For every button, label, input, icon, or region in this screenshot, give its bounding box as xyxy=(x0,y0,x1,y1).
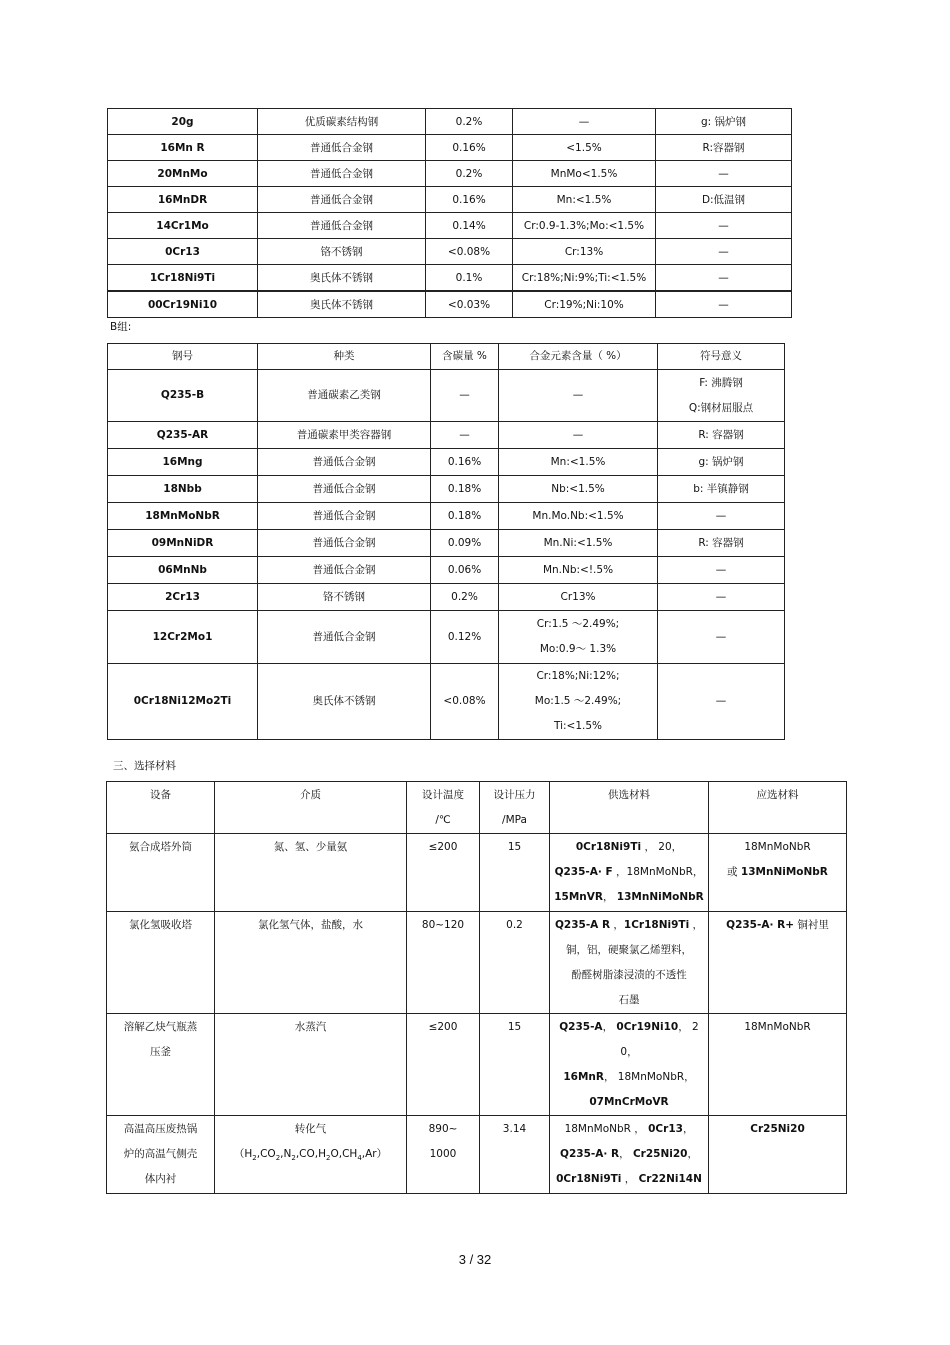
col-header: 合金元素含量（ %） xyxy=(499,344,658,370)
medium-cell: 氮、氢、少量氨 xyxy=(215,834,407,912)
medium-cell xyxy=(215,1116,407,1194)
candidate-materials-cell xyxy=(550,1014,709,1116)
table-cell: F: 沸腾钢 Q:钢材屈服点 xyxy=(658,370,785,422)
col-header: 种类 xyxy=(258,344,431,370)
equipment-cell: 溶解乙炔气瓶蒸 压釜 xyxy=(107,1014,215,1116)
table-cell: MnMo<1.5% xyxy=(513,161,656,187)
selected-material-cell xyxy=(709,834,847,912)
table-cell: — xyxy=(431,370,499,422)
steel-grade-cell: 0Cr13 xyxy=(108,239,258,265)
table-cell: Cr:1.5 ～2.49%; Mo:0.9～ 1.3% xyxy=(499,611,658,664)
table-cell: 普通碳素甲类容器钢 xyxy=(258,422,431,449)
text-run: Q235-A· R+ xyxy=(726,919,794,931)
candidate-line xyxy=(553,913,705,938)
formula-part: 2 xyxy=(326,1154,331,1163)
temperature-cell: 80~120 xyxy=(407,912,480,1014)
selected-material-cell xyxy=(709,1014,847,1116)
text-run: ，18MnMoNbR， xyxy=(612,866,704,878)
col-header: 含碳量 % xyxy=(431,344,499,370)
table-cell: 普通低合金钢 xyxy=(258,135,426,161)
table-cell: 奥氏体不锈钢 xyxy=(258,291,426,318)
medium-cell: 水蒸汽 xyxy=(215,1014,407,1116)
formula-part: O,CH xyxy=(330,1148,358,1160)
table-cell: — xyxy=(513,109,656,135)
steel-grade-cell: 0Cr18Ni12Mo2Ti xyxy=(108,664,258,740)
table-cell: 0.16% xyxy=(426,187,513,213)
table-row xyxy=(108,584,785,611)
text-run: ， xyxy=(602,891,617,903)
equipment-cell: 氨合成塔外筒 xyxy=(107,834,215,912)
formula-part: ,CO,H xyxy=(295,1148,326,1160)
text-run: 0Cr18Ni9Ti xyxy=(575,841,642,853)
table-cell: Mn.Nb:<!.5% xyxy=(499,557,658,584)
table-cell: 0.1% xyxy=(426,265,513,292)
candidate-line xyxy=(553,1117,705,1142)
candidate-materials-cell xyxy=(550,1116,709,1194)
formula-part: 2 xyxy=(252,1154,257,1163)
table-cell: 普通低合金钢 xyxy=(258,557,431,584)
text-run: 或 xyxy=(727,866,741,878)
table-cell: Mn.Ni:<1.5% xyxy=(499,530,658,557)
text-run: ， xyxy=(687,1148,698,1160)
text-run: 15MnVR xyxy=(554,891,603,903)
table-row xyxy=(108,449,785,476)
steel-grade-cell: 18Nbb xyxy=(108,476,258,503)
table-cell: 0.09% xyxy=(431,530,499,557)
formula-part: 4 xyxy=(357,1154,362,1163)
steel-grade-cell: 14Cr1Mo xyxy=(108,213,258,239)
table-cell: — xyxy=(431,422,499,449)
col-header: 符号意义 xyxy=(658,344,785,370)
table-header-row xyxy=(108,344,785,370)
table-cell: 奥氏体不锈钢 xyxy=(258,265,426,292)
table-cell: 普通低合金钢 xyxy=(258,187,426,213)
equipment-cell: 高温高压废热锅 炉的高温气侧壳 体内衬 xyxy=(107,1116,215,1194)
table-cell: Nb:<1.5% xyxy=(499,476,658,503)
text-run: Q235-A· F xyxy=(554,866,613,878)
text-run: Q235-A xyxy=(559,1021,603,1033)
text-run: 13MnNiMoNbR xyxy=(740,866,828,878)
text-run: 18MnMoNbR ， xyxy=(564,1123,649,1135)
selected-line: 18MnMoNbR xyxy=(744,1021,811,1033)
steel-grade-cell: 16Mng xyxy=(108,449,258,476)
table-cell: 普通碳素乙类钢 xyxy=(258,370,431,422)
table-cell: — xyxy=(658,611,785,664)
steel-grade-cell: 16Mn R xyxy=(108,135,258,161)
candidate-line: 石墨 xyxy=(618,994,640,1006)
table-row xyxy=(108,422,785,449)
selected-line: 18MnMoNbR xyxy=(744,841,811,853)
table-cell: 普通低合金钢 xyxy=(258,530,431,557)
text-run: Cr22Ni14N xyxy=(638,1173,702,1185)
selected-material-cell xyxy=(709,1116,847,1194)
steel-grade-cell: 16MnDR xyxy=(108,187,258,213)
table-cell: Cr:18%;Ni:9%;Ti:<1.5% xyxy=(513,265,656,292)
text-run: 1Cr18Ni9Ti xyxy=(623,919,690,931)
table-cell: Mn:<1.5% xyxy=(499,449,658,476)
text-run: 0Cr18Ni9Ti xyxy=(556,1173,622,1185)
candidate-line xyxy=(553,1142,705,1167)
steel-grade-cell: 06MnNb xyxy=(108,557,258,584)
text-run: ， xyxy=(602,1021,617,1033)
table-row xyxy=(107,1014,847,1116)
table-row xyxy=(108,664,785,740)
text-run: ， xyxy=(689,919,704,931)
table-cell: R: 容器钢 xyxy=(658,530,785,557)
candidate-materials-cell xyxy=(550,912,709,1014)
table-row xyxy=(108,187,792,213)
pressure-cell: 3.14 xyxy=(480,1116,550,1194)
col-header: 介质 xyxy=(215,782,407,834)
table-cell: g: 锅炉钢 xyxy=(656,109,792,135)
text-run: Q235-A R xyxy=(554,919,611,931)
col-header: 设计压力 /MPa xyxy=(480,782,550,834)
medium-line: 转化气 xyxy=(294,1123,327,1135)
table-cell: 铬不锈钢 xyxy=(258,584,431,611)
table-cell: Mn:<1.5% xyxy=(513,187,656,213)
col-header: 应选材料 xyxy=(709,782,847,834)
candidate-line xyxy=(553,885,705,910)
table-cell: R: 容器钢 xyxy=(658,422,785,449)
steel-grade-cell: 20g xyxy=(108,109,258,135)
temperature-cell: ≤200 xyxy=(407,1014,480,1116)
table-cell: 0.18% xyxy=(431,476,499,503)
table-cell: 0.16% xyxy=(431,449,499,476)
text-run: ， xyxy=(610,919,624,931)
text-run: Cr25Ni20 xyxy=(632,1148,688,1160)
text-run: ， xyxy=(619,1148,633,1160)
table-cell: 普通低合金钢 xyxy=(258,213,426,239)
table-row xyxy=(108,161,792,187)
table-cell: 0.2% xyxy=(426,109,513,135)
steel-grade-cell: 12Cr2Mo1 xyxy=(108,611,258,664)
table-row xyxy=(108,291,792,318)
temperature-cell: ≤200 xyxy=(407,834,480,912)
table-row xyxy=(108,109,792,135)
table-cell: — xyxy=(499,370,658,422)
candidate-line xyxy=(553,1065,705,1090)
text-run: Cr25Ni20 xyxy=(750,1123,805,1135)
text-run: 0Cr19Ni10 xyxy=(616,1021,679,1033)
table-cell: — xyxy=(499,422,658,449)
medium-cell: 氯化氢气体，盐酸，水 xyxy=(215,912,407,1014)
col-header: 钢号 xyxy=(108,344,258,370)
table-cell: Cr:0.9-1.3%;Mo:<1.5% xyxy=(513,213,656,239)
section-title: 三、选择材料 xyxy=(113,760,176,772)
table-cell: 0.16% xyxy=(426,135,513,161)
formula-part: （H xyxy=(233,1148,253,1160)
table-row xyxy=(107,1116,847,1194)
text-run: 16MnR xyxy=(563,1071,604,1083)
table-cell: Cr:19%;Ni:10% xyxy=(513,291,656,318)
candidate-line xyxy=(553,1167,705,1192)
steel-grade-cell: 00Cr19Ni10 xyxy=(108,291,258,318)
table-cell: g: 锅炉钢 xyxy=(658,449,785,476)
table-cell: 普通低合金钢 xyxy=(258,161,426,187)
table-cell: — xyxy=(658,664,785,740)
table-cell: — xyxy=(658,584,785,611)
selected-line xyxy=(712,913,843,938)
table-cell: — xyxy=(656,265,792,292)
col-header: 设备 xyxy=(107,782,215,834)
table-row xyxy=(108,530,785,557)
table-cell: — xyxy=(656,213,792,239)
text-run: ， 20， xyxy=(641,841,683,853)
table-row xyxy=(108,503,785,530)
text-run: ， xyxy=(682,1123,694,1135)
table-cell: 奥氏体不锈钢 xyxy=(258,664,431,740)
text-run: Q235-A· R xyxy=(560,1148,620,1160)
table-cell: 优质碳素结构钢 xyxy=(258,109,426,135)
table-cell: 0.06% xyxy=(431,557,499,584)
temperature-cell: 890~ 1000 xyxy=(407,1116,480,1194)
text-run: ， 20， xyxy=(620,1021,699,1058)
table-cell: <0.03% xyxy=(426,291,513,318)
candidate-line: 酚醛树脂漆浸渍的不透性 xyxy=(571,969,687,981)
table-row xyxy=(107,912,847,1014)
table-row xyxy=(108,476,785,503)
text-run: 铜衬里 xyxy=(794,919,829,931)
table-cell: 普通低合金钢 xyxy=(258,503,431,530)
text-run: 07MnCrMoVR xyxy=(589,1096,669,1108)
table-row xyxy=(108,265,792,292)
candidate-line xyxy=(553,1015,705,1065)
text-run: 13MnNiMoNbR xyxy=(616,891,704,903)
table-cell: 0.12% xyxy=(431,611,499,664)
table-row xyxy=(107,834,847,912)
steel-grade-cell: 2Cr13 xyxy=(108,584,258,611)
table-cell: <0.08% xyxy=(431,664,499,740)
table-cell: — xyxy=(658,503,785,530)
steel-grade-cell: 18MnMoNbR xyxy=(108,503,258,530)
pressure-cell: 0.2 xyxy=(480,912,550,1014)
table-cell: — xyxy=(656,161,792,187)
table-cell: — xyxy=(656,239,792,265)
table-row xyxy=(108,611,785,664)
formula-part: ,N xyxy=(280,1148,292,1160)
table-cell: — xyxy=(658,557,785,584)
selected-line xyxy=(712,1117,843,1142)
col-header: 设计温度 /℃ xyxy=(407,782,480,834)
table-row xyxy=(108,239,792,265)
table-row xyxy=(108,557,785,584)
b-group-label: B组: xyxy=(110,321,132,333)
pressure-cell: 15 xyxy=(480,834,550,912)
formula-part: ,CO xyxy=(256,1148,276,1160)
page-number: 3 / 32 xyxy=(458,1252,492,1267)
table-row xyxy=(108,135,792,161)
table-cell: Cr:18%;Ni:12%; Mo:1.5 ～2.49%; Ti:<1.5% xyxy=(499,664,658,740)
candidate-line xyxy=(553,835,705,860)
equipment-cell: 氯化氢吸收塔 xyxy=(107,912,215,1014)
col-header: 供选材料 xyxy=(550,782,709,834)
table-header-row xyxy=(107,782,847,834)
pressure-cell: 15 xyxy=(480,1014,550,1116)
table-cell: 普通低合金钢 xyxy=(258,449,431,476)
steel-table-b xyxy=(107,343,785,740)
table-cell: — xyxy=(656,291,792,318)
steel-grade-cell: 09MnNiDR xyxy=(108,530,258,557)
steel-table-a xyxy=(107,108,792,318)
candidate-line xyxy=(553,860,705,885)
table-cell: 普通低合金钢 xyxy=(258,476,431,503)
candidate-materials-cell xyxy=(550,834,709,912)
table-cell: 0.14% xyxy=(426,213,513,239)
table-cell: D:低温钢 xyxy=(656,187,792,213)
text-run: ， 18MnMoNbR， xyxy=(603,1071,695,1083)
selected-line xyxy=(712,860,843,885)
table-cell: 0.2% xyxy=(431,584,499,611)
candidate-line xyxy=(553,1090,705,1115)
table-cell: Cr13% xyxy=(499,584,658,611)
table-cell: 0.2% xyxy=(426,161,513,187)
steel-grade-cell: Q235-B xyxy=(108,370,258,422)
candidate-line: 铜，铝，硬聚氯乙烯塑料， xyxy=(566,944,692,956)
table-cell: <1.5% xyxy=(513,135,656,161)
table-cell: Cr:13% xyxy=(513,239,656,265)
table-cell: 普通低合金钢 xyxy=(258,611,431,664)
steel-grade-cell: 1Cr18Ni9Ti xyxy=(108,265,258,292)
table-cell: 0.18% xyxy=(431,503,499,530)
steel-grade-cell: 20MnMo xyxy=(108,161,258,187)
table-cell: 铬不锈钢 xyxy=(258,239,426,265)
table-cell: b: 半镇静钢 xyxy=(658,476,785,503)
text-run: ， xyxy=(621,1173,639,1185)
formula-part: ,Ar） xyxy=(361,1148,388,1160)
steel-grade-cell: Q235-AR xyxy=(108,422,258,449)
table-cell: R:容器钢 xyxy=(656,135,792,161)
table-row xyxy=(108,213,792,239)
text-run: 0Cr13 xyxy=(648,1123,683,1135)
table-row xyxy=(108,370,785,422)
table-cell: <0.08% xyxy=(426,239,513,265)
table-cell: Mn.Mo.Nb:<1.5% xyxy=(499,503,658,530)
formula-part: 2 xyxy=(275,1154,281,1163)
medium-formula xyxy=(218,1142,403,1167)
formula-part: 2 xyxy=(291,1154,296,1163)
material-selection-table xyxy=(106,781,847,1194)
selected-material-cell xyxy=(709,912,847,1014)
